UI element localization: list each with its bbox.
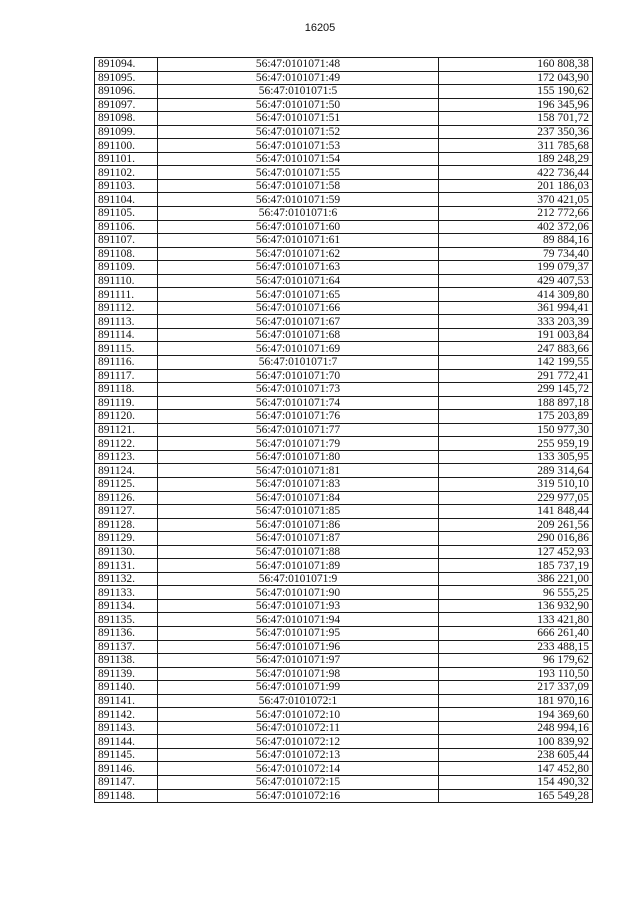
cadastral-number-cell: 56:47:0101072:13 — [158, 748, 439, 762]
cadastral-number-cell: 56:47:0101071:77 — [158, 423, 439, 437]
table-row — [95, 234, 593, 248]
value-cell: 150 977,30 — [439, 423, 593, 437]
table-row — [95, 315, 593, 329]
row-number-cell: 891128. — [95, 518, 158, 532]
cadastral-number-cell: 56:47:0101071:99 — [158, 681, 439, 695]
table-body — [95, 58, 593, 803]
value-cell: 414 309,80 — [439, 288, 593, 302]
cadastral-number-cell: 56:47:0101072:11 — [158, 721, 439, 735]
value-cell: 291 772,41 — [439, 369, 593, 383]
value-cell: 319 510,10 — [439, 477, 593, 491]
table-row — [95, 288, 593, 302]
row-number-cell: 891137. — [95, 640, 158, 654]
table-row — [95, 152, 593, 166]
cadastral-number-cell: 56:47:0101071:55 — [158, 166, 439, 180]
value-cell: 154 490,32 — [439, 775, 593, 789]
row-number-cell: 891132. — [95, 572, 158, 586]
value-cell: 127 452,93 — [439, 545, 593, 559]
table-row — [95, 491, 593, 505]
table-row — [95, 681, 593, 695]
row-number-cell: 891116. — [95, 356, 158, 370]
value-cell: 133 421,80 — [439, 613, 593, 627]
cadastral-number-cell: 56:47:0101072:1 — [158, 694, 439, 708]
value-cell: 289 314,64 — [439, 464, 593, 478]
value-cell: 248 994,16 — [439, 721, 593, 735]
row-number-cell: 891138. — [95, 654, 158, 668]
table-row — [95, 437, 593, 451]
row-number-cell: 891113. — [95, 315, 158, 329]
row-number-cell: 891142. — [95, 708, 158, 722]
cadastral-number-cell: 56:47:0101071:9 — [158, 572, 439, 586]
value-cell: 233 488,15 — [439, 640, 593, 654]
value-cell: 189 248,29 — [439, 152, 593, 166]
value-cell: 172 043,90 — [439, 71, 593, 85]
table-row — [95, 721, 593, 735]
table-row — [95, 694, 593, 708]
table-row — [95, 71, 593, 85]
table-row — [95, 301, 593, 315]
value-cell: 185 737,19 — [439, 559, 593, 573]
row-number-cell: 891125. — [95, 477, 158, 491]
table-row — [95, 505, 593, 519]
cadastral-number-cell: 56:47:0101071:79 — [158, 437, 439, 451]
cadastral-number-cell: 56:47:0101071:70 — [158, 369, 439, 383]
cadastral-number-cell: 56:47:0101072:12 — [158, 735, 439, 749]
table-row — [95, 410, 593, 424]
cadastral-number-cell: 56:47:0101071:81 — [158, 464, 439, 478]
value-cell: 386 221,00 — [439, 572, 593, 586]
cadastral-number-cell: 56:47:0101071:6 — [158, 207, 439, 221]
row-number-cell: 891140. — [95, 681, 158, 695]
value-cell: 201 186,03 — [439, 179, 593, 193]
value-cell: 79 734,40 — [439, 247, 593, 261]
row-number-cell: 891143. — [95, 721, 158, 735]
cadastral-number-cell: 56:47:0101072:14 — [158, 762, 439, 776]
row-number-cell: 891096. — [95, 85, 158, 99]
cadastral-number-cell: 56:47:0101071:7 — [158, 356, 439, 370]
cadastral-number-cell: 56:47:0101071:48 — [158, 58, 439, 72]
row-number-cell: 891112. — [95, 301, 158, 315]
cadastral-number-cell: 56:47:0101071:85 — [158, 505, 439, 519]
value-cell: 209 261,56 — [439, 518, 593, 532]
table-row — [95, 139, 593, 153]
table-row — [95, 545, 593, 559]
row-number-cell: 891135. — [95, 613, 158, 627]
cadastral-number-cell: 56:47:0101071:66 — [158, 301, 439, 315]
cadastral-number-cell: 56:47:0101071:58 — [158, 179, 439, 193]
value-cell: 666 261,40 — [439, 626, 593, 640]
value-cell: 133 305,95 — [439, 450, 593, 464]
cadastral-number-cell: 56:47:0101072:15 — [158, 775, 439, 789]
value-cell: 370 421,05 — [439, 193, 593, 207]
cadastral-number-cell: 56:47:0101071:88 — [158, 545, 439, 559]
value-cell: 96 179,62 — [439, 654, 593, 668]
value-cell: 196 345,96 — [439, 98, 593, 112]
table-row — [95, 735, 593, 749]
cadastral-number-cell: 56:47:0101071:83 — [158, 477, 439, 491]
table-row — [95, 518, 593, 532]
table-row — [95, 640, 593, 654]
row-number-cell: 891098. — [95, 112, 158, 126]
row-number-cell: 891126. — [95, 491, 158, 505]
table-row — [95, 220, 593, 234]
table-row — [95, 261, 593, 275]
cadastral-value-table — [94, 57, 593, 803]
row-number-cell: 891094. — [95, 58, 158, 72]
table-row — [95, 207, 593, 221]
row-number-cell: 891111. — [95, 288, 158, 302]
table-row — [95, 342, 593, 356]
value-cell: 136 932,90 — [439, 599, 593, 613]
table-row — [95, 559, 593, 573]
value-cell: 229 977,05 — [439, 491, 593, 505]
table-row — [95, 85, 593, 99]
row-number-cell: 891097. — [95, 98, 158, 112]
cadastral-number-cell: 56:47:0101071:98 — [158, 667, 439, 681]
row-number-cell: 891146. — [95, 762, 158, 776]
cadastral-number-cell: 56:47:0101071:63 — [158, 261, 439, 275]
table-row — [95, 626, 593, 640]
cadastral-number-cell: 56:47:0101071:74 — [158, 396, 439, 410]
table-row — [95, 125, 593, 139]
table-row — [95, 112, 593, 126]
row-number-cell: 891102. — [95, 166, 158, 180]
row-number-cell: 891124. — [95, 464, 158, 478]
table-row — [95, 748, 593, 762]
row-number-cell: 891144. — [95, 735, 158, 749]
row-number-cell: 891103. — [95, 179, 158, 193]
table-row — [95, 396, 593, 410]
value-cell: 191 003,84 — [439, 328, 593, 342]
row-number-cell: 891100. — [95, 139, 158, 153]
cadastral-number-cell: 56:47:0101071:61 — [158, 234, 439, 248]
cadastral-number-cell: 56:47:0101071:97 — [158, 654, 439, 668]
cadastral-number-cell: 56:47:0101071:65 — [158, 288, 439, 302]
cadastral-number-cell: 56:47:0101071:64 — [158, 274, 439, 288]
cadastral-number-cell: 56:47:0101071:49 — [158, 71, 439, 85]
table-row — [95, 572, 593, 586]
row-number-cell: 891148. — [95, 789, 158, 803]
row-number-cell: 891117. — [95, 369, 158, 383]
cadastral-number-cell: 56:47:0101071:93 — [158, 599, 439, 613]
row-number-cell: 891133. — [95, 586, 158, 600]
cadastral-number-cell: 56:47:0101071:89 — [158, 559, 439, 573]
value-cell: 188 897,18 — [439, 396, 593, 410]
row-number-cell: 891141. — [95, 694, 158, 708]
value-cell: 361 994,41 — [439, 301, 593, 315]
cadastral-number-cell: 56:47:0101071:94 — [158, 613, 439, 627]
cadastral-number-cell: 56:47:0101071:87 — [158, 532, 439, 546]
cadastral-number-cell: 56:47:0101071:68 — [158, 328, 439, 342]
value-cell: 429 407,53 — [439, 274, 593, 288]
table-row — [95, 369, 593, 383]
table-row — [95, 477, 593, 491]
value-cell: 422 736,44 — [439, 166, 593, 180]
value-cell: 255 959,19 — [439, 437, 593, 451]
cadastral-number-cell: 56:47:0101071:80 — [158, 450, 439, 464]
row-number-cell: 891110. — [95, 274, 158, 288]
table-row — [95, 274, 593, 288]
row-number-cell: 891123. — [95, 450, 158, 464]
row-number-cell: 891134. — [95, 599, 158, 613]
cadastral-number-cell: 56:47:0101071:52 — [158, 125, 439, 139]
table-row — [95, 423, 593, 437]
table-row — [95, 450, 593, 464]
row-number-cell: 891105. — [95, 207, 158, 221]
row-number-cell: 891109. — [95, 261, 158, 275]
value-cell: 333 203,39 — [439, 315, 593, 329]
value-cell: 194 369,60 — [439, 708, 593, 722]
row-number-cell: 891101. — [95, 152, 158, 166]
cadastral-number-cell: 56:47:0101071:67 — [158, 315, 439, 329]
table-row — [95, 328, 593, 342]
row-number-cell: 891131. — [95, 559, 158, 573]
row-number-cell: 891122. — [95, 437, 158, 451]
cadastral-number-cell: 56:47:0101071:62 — [158, 247, 439, 261]
cadastral-number-cell: 56:47:0101071:50 — [158, 98, 439, 112]
table-row — [95, 383, 593, 397]
value-cell: 141 848,44 — [439, 505, 593, 519]
cadastral-number-cell: 56:47:0101071:90 — [158, 586, 439, 600]
value-cell: 165 549,28 — [439, 789, 593, 803]
table-row — [95, 98, 593, 112]
table-row — [95, 775, 593, 789]
table-row — [95, 179, 593, 193]
value-cell: 247 883,66 — [439, 342, 593, 356]
row-number-cell: 891119. — [95, 396, 158, 410]
table-row — [95, 464, 593, 478]
cadastral-number-cell: 56:47:0101072:10 — [158, 708, 439, 722]
table-row — [95, 356, 593, 370]
value-cell: 199 079,37 — [439, 261, 593, 275]
cadastral-number-cell: 56:47:0101071:53 — [158, 139, 439, 153]
row-number-cell: 891104. — [95, 193, 158, 207]
cadastral-number-cell: 56:47:0101071:84 — [158, 491, 439, 505]
table-row — [95, 708, 593, 722]
row-number-cell: 891120. — [95, 410, 158, 424]
cadastral-number-cell: 56:47:0101071:54 — [158, 152, 439, 166]
value-cell: 160 808,38 — [439, 58, 593, 72]
value-cell: 155 190,62 — [439, 85, 593, 99]
row-number-cell: 891129. — [95, 532, 158, 546]
value-cell: 96 555,25 — [439, 586, 593, 600]
table-row — [95, 193, 593, 207]
cadastral-number-cell: 56:47:0101071:86 — [158, 518, 439, 532]
cadastral-number-cell: 56:47:0101071:59 — [158, 193, 439, 207]
cadastral-number-cell: 56:47:0101071:76 — [158, 410, 439, 424]
value-cell: 311 785,68 — [439, 139, 593, 153]
value-cell: 299 145,72 — [439, 383, 593, 397]
value-cell: 212 772,66 — [439, 207, 593, 221]
table-row — [95, 532, 593, 546]
table-row — [95, 789, 593, 803]
value-cell: 237 350,36 — [439, 125, 593, 139]
row-number-cell: 891127. — [95, 505, 158, 519]
value-cell: 147 452,80 — [439, 762, 593, 776]
table-row — [95, 247, 593, 261]
page-number: 16205 — [304, 22, 336, 34]
table-row — [95, 654, 593, 668]
row-number-cell: 891108. — [95, 247, 158, 261]
value-cell: 217 337,09 — [439, 681, 593, 695]
table-row — [95, 586, 593, 600]
table-row — [95, 58, 593, 72]
row-number-cell: 891118. — [95, 383, 158, 397]
table-row — [95, 613, 593, 627]
row-number-cell: 891130. — [95, 545, 158, 559]
row-number-cell: 891115. — [95, 342, 158, 356]
value-cell: 181 970,16 — [439, 694, 593, 708]
value-cell: 100 839,92 — [439, 735, 593, 749]
row-number-cell: 891139. — [95, 667, 158, 681]
value-cell: 193 110,50 — [439, 667, 593, 681]
row-number-cell: 891106. — [95, 220, 158, 234]
cadastral-number-cell: 56:47:0101071:96 — [158, 640, 439, 654]
cadastral-number-cell: 56:47:0101071:5 — [158, 85, 439, 99]
row-number-cell: 891114. — [95, 328, 158, 342]
table-row — [95, 166, 593, 180]
table-row — [95, 599, 593, 613]
row-number-cell: 891099. — [95, 125, 158, 139]
value-cell: 175 203,89 — [439, 410, 593, 424]
cadastral-number-cell: 56:47:0101072:16 — [158, 789, 439, 803]
cadastral-number-cell: 56:47:0101071:60 — [158, 220, 439, 234]
table-row — [95, 762, 593, 776]
value-cell: 402 372,06 — [439, 220, 593, 234]
cadastral-number-cell: 56:47:0101071:73 — [158, 383, 439, 397]
row-number-cell: 891145. — [95, 748, 158, 762]
row-number-cell: 891136. — [95, 626, 158, 640]
cadastral-number-cell: 56:47:0101071:95 — [158, 626, 439, 640]
cadastral-number-cell: 56:47:0101071:69 — [158, 342, 439, 356]
row-number-cell: 891147. — [95, 775, 158, 789]
row-number-cell: 891107. — [95, 234, 158, 248]
value-cell: 158 701,72 — [439, 112, 593, 126]
value-cell: 142 199,55 — [439, 356, 593, 370]
table-row — [95, 667, 593, 681]
value-cell: 290 016,86 — [439, 532, 593, 546]
row-number-cell: 891095. — [95, 71, 158, 85]
cadastral-number-cell: 56:47:0101071:51 — [158, 112, 439, 126]
value-cell: 238 605,44 — [439, 748, 593, 762]
value-cell: 89 884,16 — [439, 234, 593, 248]
row-number-cell: 891121. — [95, 423, 158, 437]
